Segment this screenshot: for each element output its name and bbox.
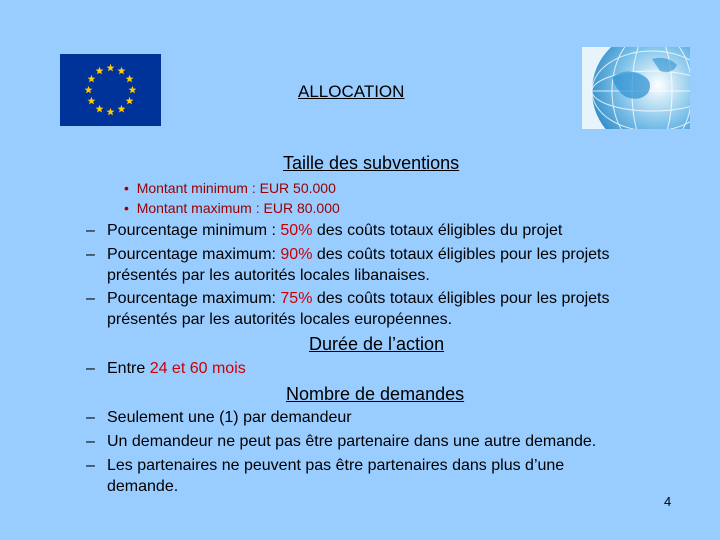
eu-flag-icon [60, 54, 161, 126]
section-heading-grant-size: Taille des subventions [283, 153, 460, 173]
section-heading-duration: Durée de l’action [309, 334, 445, 354]
flag-star [107, 64, 115, 72]
highlight-value: 24 et 60 mois [149, 360, 246, 377]
page-title: ALLOCATION [298, 82, 405, 101]
list-item: Pourcentage minimum : 50% des coûts totaux éligibles du projet [107, 222, 563, 239]
sub-bullet-text: Montant minimum : EUR 50.000 [136, 180, 336, 196]
flag-star [118, 67, 126, 75]
page-number: 4 [664, 494, 672, 509]
globe-icon [582, 47, 690, 129]
highlight-value: 50% [280, 222, 313, 239]
dash-bullet: – [86, 457, 95, 474]
flag-star [87, 97, 95, 105]
dash-bullet: – [86, 246, 95, 263]
list-item-continuation: présentés par les autorités locales européennes. [107, 311, 453, 328]
list-item-continuation: présentés par les autorités locales libanaises. [107, 267, 430, 284]
flag-star [85, 86, 93, 94]
list-item: Entre 24 et 60 mois [107, 360, 246, 377]
dash-bullet: – [86, 433, 95, 450]
list-item: Pourcentage maximum: 90% des coûts totaux éligibles pour les projets [107, 246, 610, 263]
flag-star [126, 75, 134, 83]
list-item-continuation: demande. [107, 478, 179, 495]
dash-bullet: – [86, 360, 95, 377]
list-item: Seulement une (1) par demandeur [107, 409, 352, 426]
flag-star [87, 75, 95, 83]
flag-star [107, 108, 115, 116]
section-heading-applications: Nombre de demandes [286, 384, 465, 404]
list-item: • Montant minimum : EUR 50.000 [124, 180, 336, 196]
list-item: Les partenaires ne peuvent pas être partenaires dans plus d’une [107, 457, 565, 474]
list-item: Un demandeur ne peut pas être partenaire dans une autre demande. [107, 433, 597, 450]
flag-star [96, 67, 104, 75]
sub-bullet-text: Montant maximum : EUR 80.000 [136, 200, 340, 216]
flag-star [126, 97, 134, 105]
list-item: • Montant maximum : EUR 80.000 [124, 200, 340, 216]
highlight-value: 90% [280, 246, 313, 263]
flag-star [96, 105, 104, 113]
list-item: Pourcentage maximum: 75% des coûts totaux éligibles pour les projets [107, 290, 610, 307]
flag-star [129, 86, 137, 94]
flag-star [118, 105, 126, 113]
dash-bullet: – [86, 290, 95, 307]
dash-bullet: – [86, 222, 95, 239]
dash-bullet: – [86, 409, 95, 426]
highlight-value: 75% [280, 290, 313, 307]
